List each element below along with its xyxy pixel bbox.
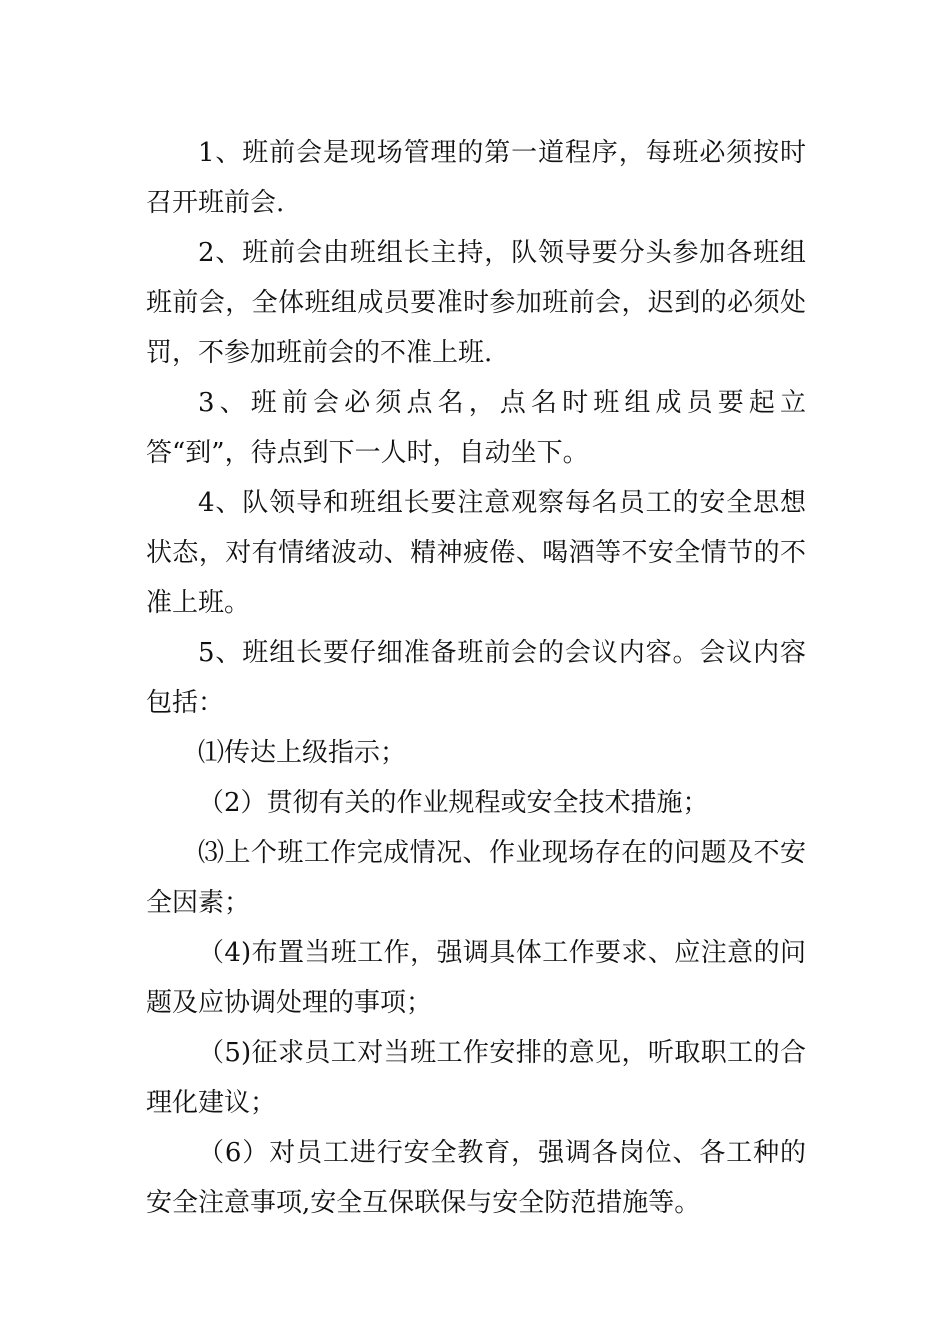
sub-item-3: ⑶上个班工作完成情况、作业现场存在的问题及不安全因素； (146, 838, 806, 918)
sub-item-2: （2）贯彻有关的作业规程或安全技术措施； (198, 788, 709, 818)
paragraph-1: 1、班前会是现场管理的第一道程序，每班必须按时召开班前会. (146, 138, 806, 218)
sub-item-6: （6）对员工进行安全教育，强调各岗位、各工种的安全注意事项,安全互保联保与安全防范措施等。 (146, 1138, 806, 1218)
paragraph-2: 2、班前会由班组长主持，队领导要分头参加各班组班前会，全体班组成员要准时参加班前会，迟到的必须处罚，不参加班前会的不准上班. (146, 238, 806, 368)
document-body (146, 128, 806, 1228)
sub-item-4: （4)布置当班工作，强调具体工作要求、应注意的问题及应协调处理的事项； (146, 938, 806, 1018)
sub-item-5: （5)征求员工对当班工作安排的意见，听取职工的合理化建议； (146, 1038, 806, 1118)
paragraph-4: 4、队领导和班组长要注意观察每名员工的安全思想状态，对有情绪波动、精神疲倦、喝酒等不安全情节的不准上班。 (146, 488, 806, 618)
paragraph-3: 3、班前会必须点名，点名时班组成员要起立答“到”，待点到下一人时，自动坐下。 (146, 388, 806, 468)
sub-item-1: ⑴传达上级指示； (198, 738, 407, 768)
paragraph-5: 5、班组长要仔细准备班前会的会议内容。会议内容包括： (146, 638, 806, 718)
